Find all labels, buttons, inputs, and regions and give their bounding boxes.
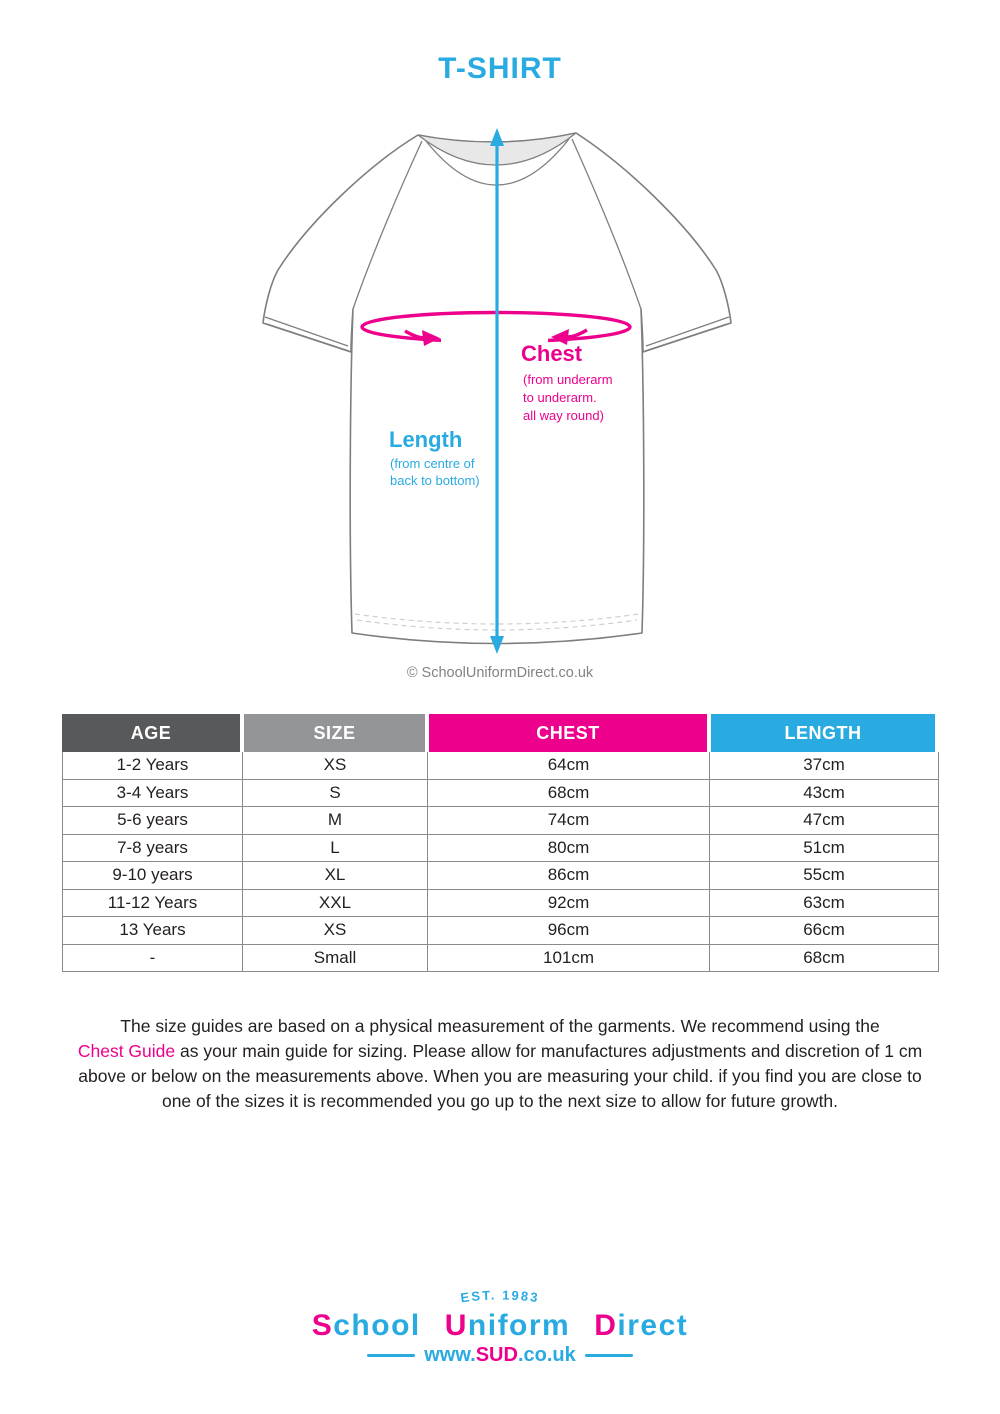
cell-chest: 86cm xyxy=(427,862,709,889)
length-sublabel xyxy=(390,455,480,489)
cell-chest: 96cm xyxy=(427,917,709,944)
cell-length: 47cm xyxy=(709,807,938,834)
url-suffix: .co.uk xyxy=(517,1344,576,1366)
url-dash-left xyxy=(367,1354,415,1357)
url-sud: SUD xyxy=(475,1344,518,1366)
cell-size: XXL xyxy=(242,890,427,917)
cell-length: 37cm xyxy=(709,752,938,779)
copyright-text: © SchoolUniformDirect.co.uk xyxy=(406,665,594,681)
size-table-header xyxy=(62,714,939,752)
cell-age: 1-2 Years xyxy=(116,755,189,775)
cell-age: 5-6 years xyxy=(117,810,188,830)
cell-size: L xyxy=(242,835,427,862)
cell-chest: 68cm xyxy=(427,780,709,807)
cell-age: 11-12 Years xyxy=(107,892,198,912)
footer-logo xyxy=(0,1282,1000,1367)
header-age: AGE xyxy=(62,714,240,752)
length-arrow-bottom-head xyxy=(490,636,504,654)
length-sublabel-line2: back to bottom) xyxy=(390,473,480,488)
cell-age: 9-10 years xyxy=(112,865,193,885)
est-1983-text: EST. 1983 xyxy=(459,1287,541,1306)
est-1983-arc xyxy=(380,1282,620,1312)
page-title: T-SHIRT xyxy=(438,52,562,85)
cell-length: 66cm xyxy=(709,917,938,944)
length-label: Length xyxy=(389,427,463,452)
length-arrow-top-head xyxy=(490,128,504,146)
chest-label: Chest xyxy=(521,341,583,366)
logo-url-text xyxy=(424,1344,576,1367)
cell-size: XL xyxy=(242,862,427,889)
header-chest: CHEST xyxy=(429,714,707,752)
svg-text:EST. 1983 xyxy=(460,1287,541,1305)
logo-word-school-cap: S xyxy=(311,1309,334,1342)
cell-age: 13 Years xyxy=(119,920,186,940)
cell-size: XS xyxy=(242,752,427,779)
cell-chest: 101cm xyxy=(427,945,709,972)
table-row xyxy=(63,780,938,808)
length-sublabel-line1: (from centre of xyxy=(390,456,475,471)
cell-length: 43cm xyxy=(709,780,938,807)
table-row xyxy=(63,752,938,780)
url-dash-right xyxy=(585,1354,633,1357)
note-chest-guide-highlight: Chest Guide xyxy=(77,1041,176,1061)
chest-sublabel-line1: (from underarm xyxy=(523,372,613,387)
cell-chest: 92cm xyxy=(427,890,709,917)
table-row xyxy=(63,862,938,890)
cell-length: 63cm xyxy=(709,890,938,917)
logo-word-direct xyxy=(594,1310,688,1342)
url-prefix: www. xyxy=(424,1344,476,1366)
sizing-note xyxy=(40,1014,960,1114)
cell-size: XS xyxy=(242,917,427,944)
header-length: LENGTH xyxy=(711,714,935,752)
logo-wordmark xyxy=(312,1310,689,1342)
cell-chest: 80cm xyxy=(427,835,709,862)
size-table xyxy=(62,714,939,972)
logo-word-direct-rest: irect xyxy=(617,1309,689,1342)
table-row xyxy=(63,945,938,973)
size-table-body xyxy=(62,752,939,972)
chest-sublabel xyxy=(523,371,613,425)
logo-word-uniform-cap: U xyxy=(444,1309,468,1342)
tshirt-outline-svg xyxy=(245,110,765,670)
cell-length: 55cm xyxy=(709,862,938,889)
tshirt-diagram xyxy=(245,110,765,670)
table-row xyxy=(63,807,938,835)
note-line1: The size guides are based on a physical measurement of the garments. We recommend using the xyxy=(120,1016,880,1036)
cell-age: 7-8 years xyxy=(117,837,188,857)
cell-age: 3-4 Years xyxy=(116,782,189,802)
note-line3: above or below on the measurements above. When you are measuring your child. if you find you are close to xyxy=(78,1066,922,1086)
logo-word-uniform-rest: niform xyxy=(467,1309,571,1342)
cell-chest: 74cm xyxy=(427,807,709,834)
table-row xyxy=(63,890,938,918)
chest-sublabel-line3: all way round) xyxy=(523,408,604,423)
table-row xyxy=(63,835,938,863)
logo-url-line xyxy=(367,1344,633,1367)
logo-word-school xyxy=(312,1310,421,1342)
chest-sublabel-line2: to underarm. xyxy=(523,390,597,405)
cell-size: Small xyxy=(242,945,427,972)
note-line2: as your main guide for sizing. Please allow for manufactures adjustments and discretion of 1 cm xyxy=(175,1041,923,1061)
cell-chest: 64cm xyxy=(427,752,709,779)
cell-length: 68cm xyxy=(709,945,938,972)
cell-size: M xyxy=(242,807,427,834)
cell-length: 51cm xyxy=(709,835,938,862)
cell-age: - xyxy=(149,947,156,967)
note-line4: one of the sizes it is recommended you go up to the next size to allow for future growth. xyxy=(161,1091,839,1111)
logo-word-direct-cap: D xyxy=(594,1309,618,1342)
header-size: SIZE xyxy=(244,714,425,752)
logo-word-uniform xyxy=(445,1310,571,1342)
table-row xyxy=(63,917,938,945)
cell-size: S xyxy=(242,780,427,807)
logo-word-school-rest: chool xyxy=(333,1309,421,1342)
